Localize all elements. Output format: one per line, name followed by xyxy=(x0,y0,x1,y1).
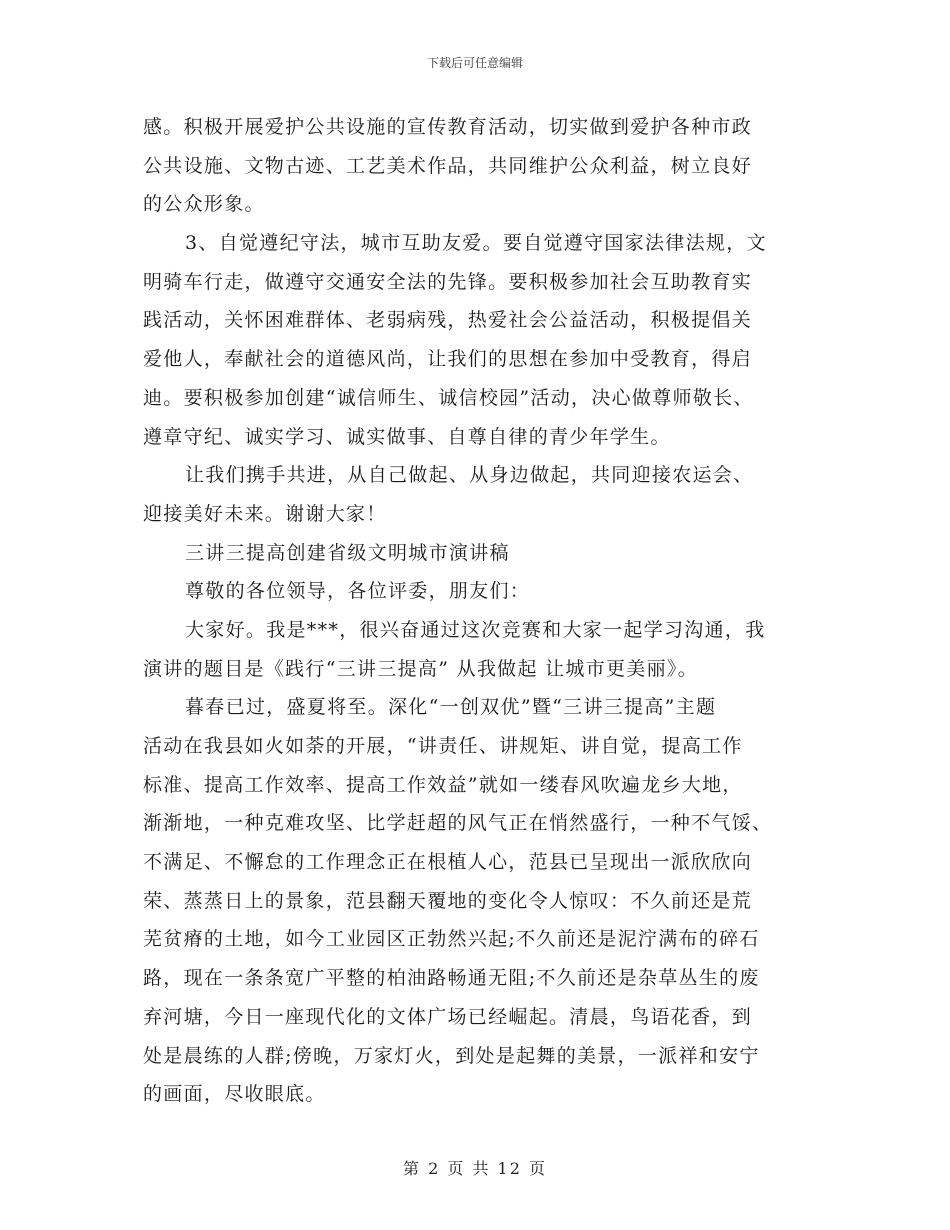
page-header: 下载后可任意编辑 xyxy=(426,56,523,70)
text-line: 的公众形象。 xyxy=(143,193,265,216)
text-line: 明骑车行走，做遵守交通安全法的先锋。要积极参加社会互助教育实 xyxy=(143,270,753,293)
text-line: 弃河塘，今日一座现代化的文体广场已经崛起。清晨，鸟语花香，到 xyxy=(143,1005,753,1028)
text-line: 公共设施、文物古迹、工艺美术作品，共同维护公众利益，树立良好 xyxy=(143,154,753,177)
text-line: 活动在我县如火如荼的开展，“讲责任、讲规矩、讲自觉，提高工作 xyxy=(143,735,743,757)
text-line: 践活动，关怀困难群体、老弱病残，热爱社会公益活动，积极提倡关 xyxy=(143,309,753,332)
text-line: 遵章守纪、诚实学习、诚实做事、自尊自律的青少年学生。 xyxy=(143,425,671,448)
page-footer: 第 2 页 共 12 页 xyxy=(403,1159,547,1178)
text-line: 感。积极开展爱护公共设施的宣传教育活动，切实做到爱护各种市政 xyxy=(143,116,753,138)
paragraph-start: 大家好。我是***，很兴奋通过这次竞赛和大家一起学习沟通，我 xyxy=(185,618,766,641)
text-line: 迪。要积极参加创建“诚信师生、诚信校园”活动，决心做尊师敬长、 xyxy=(143,386,754,409)
salutation: 尊敬的各位领导，各位评委，朋友们： xyxy=(185,580,531,603)
text-line: 荣、蒸蒸日上的景象，范县翻天覆地的变化令人惊叹：不久前还是荒 xyxy=(143,889,753,912)
section-title: 三讲三提高创建省级文明城市演讲稿 xyxy=(185,541,510,564)
text-line: 标准、提高工作效率、提高工作效益”就如一缕春风吹遍龙乡大地， xyxy=(143,773,743,796)
paragraph-start: 暮春已过，盛夏将至。深化“一创双优”暨“三讲三提高”主题 xyxy=(185,696,717,719)
text-line: 爱他人，奉献社会的道德风尚，让我们的思想在参加中受教育，得启 xyxy=(143,348,753,371)
document-body xyxy=(143,108,809,1114)
text-line: 不满足、不懈怠的工作理念正在根植人心，范县已呈现出一派欣欣向 xyxy=(143,851,753,874)
text-line: 渐渐地，一种克难攻坚、比学赶超的风气正在悄然盛行，一种不气馁、 xyxy=(143,812,773,835)
text-line: 处是晨练的人群;傍晚，万家灯火，到处是起舞的美景，一派祥和安宁 xyxy=(143,1044,760,1067)
text-line: 芜贫瘠的土地，如今工业园区正勃然兴起;不久前还是泥泞满布的碎石 xyxy=(143,928,760,951)
paragraph-start: 3、自觉遵纪守法，城市互助友爱。要自觉遵守国家法律法规，文 xyxy=(185,232,767,255)
paragraph-start: 让我们携手共进，从自己做起、从身边做起，共同迎接农运会、 xyxy=(185,464,754,487)
text-line: 迎接美好未来。谢谢大家！ xyxy=(143,502,387,525)
text-line: 演讲的题目是《践行“三讲三提高” 从我做起 让城市更美丽》。 xyxy=(143,657,699,680)
text-line: 的画面，尽收眼底。 xyxy=(143,1083,326,1106)
text-line: 路，现在一条条宽广平整的柏油路畅通无阻;不久前还是杂草丛生的废 xyxy=(143,967,760,990)
